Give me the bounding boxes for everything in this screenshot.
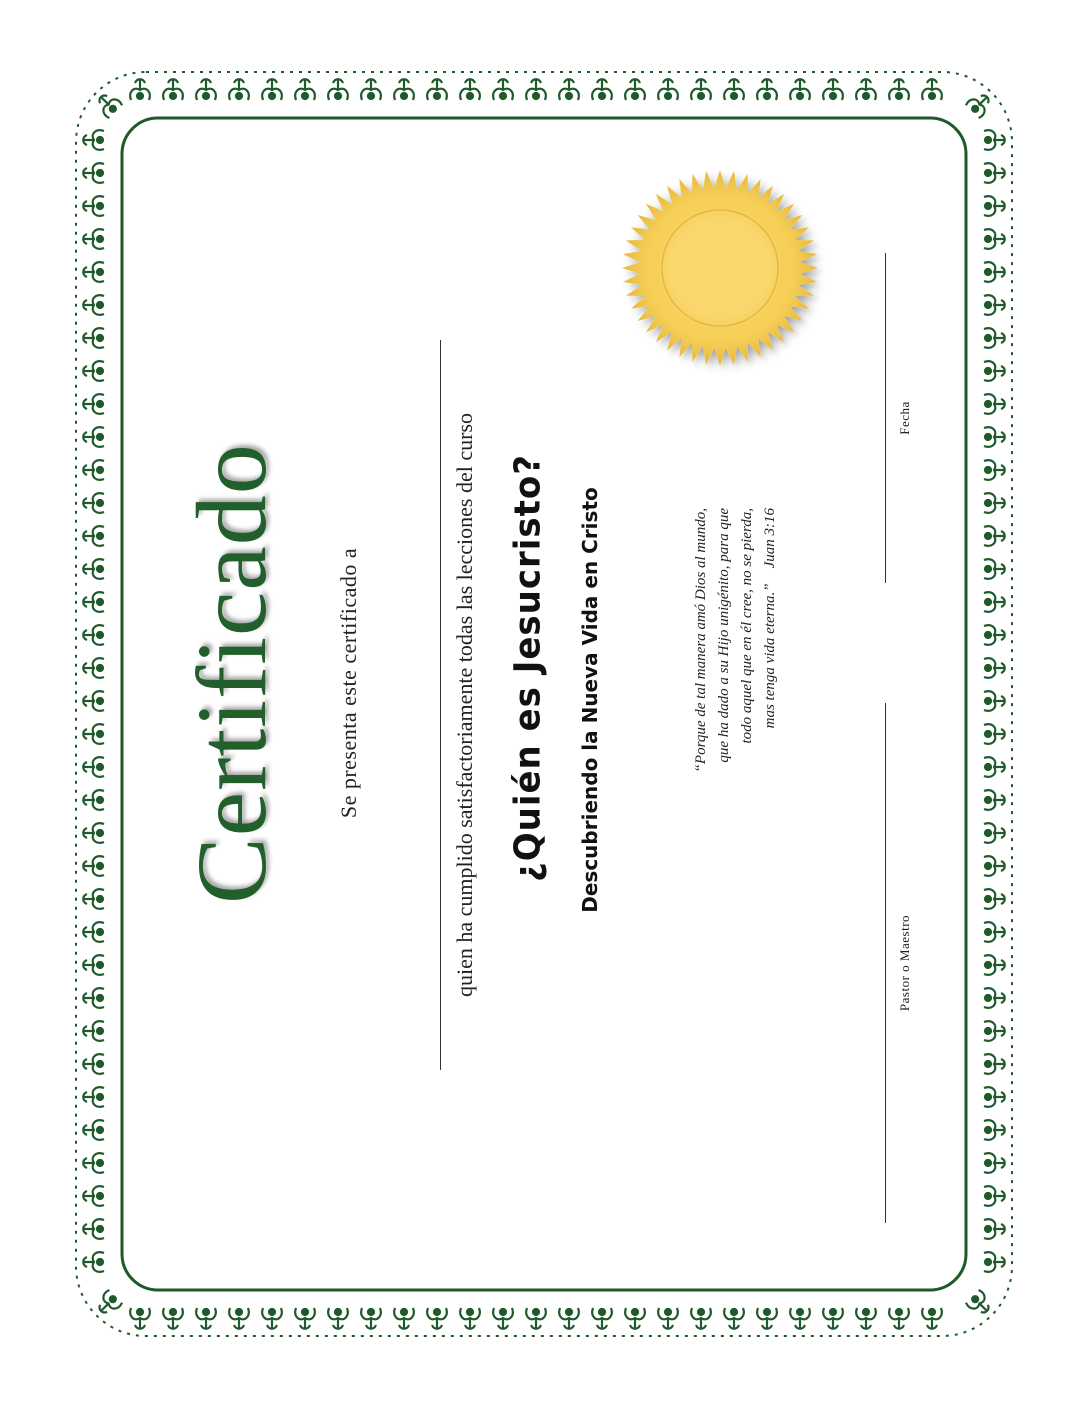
course-title: ¿Quién es Jesucristo? xyxy=(507,453,549,883)
certificate-title: Certificado xyxy=(176,443,287,904)
signature-label: Pastor o Maestro xyxy=(897,914,912,1012)
verse-line-2: que ha dado a su Hijo unigénito, para que xyxy=(716,508,732,763)
verse-line-3: todo aquel que en él cree, no se pierda, xyxy=(739,508,755,744)
recipient-name-line xyxy=(440,340,441,1070)
course-subtitle: Descubriendo la Nueva Vida en Cristo xyxy=(578,487,602,913)
verse-line-4-text: mas tenga vida eterna.” xyxy=(762,583,778,729)
bible-verse xyxy=(690,508,782,888)
completion-text: quien ha cumplido satisfactoriamente todas las lecciones del curso xyxy=(452,412,477,998)
date-label: Fecha xyxy=(897,401,912,435)
presented-to-text: Se presenta este certificado a xyxy=(336,547,361,819)
verse-line-1: “Porque de tal manera amó Dios al mundo, xyxy=(693,508,709,773)
date-line xyxy=(885,253,886,583)
verse-reference: Juan 3:16 xyxy=(762,508,778,569)
signature-line xyxy=(885,703,886,1223)
verse-line-4 xyxy=(759,508,782,888)
